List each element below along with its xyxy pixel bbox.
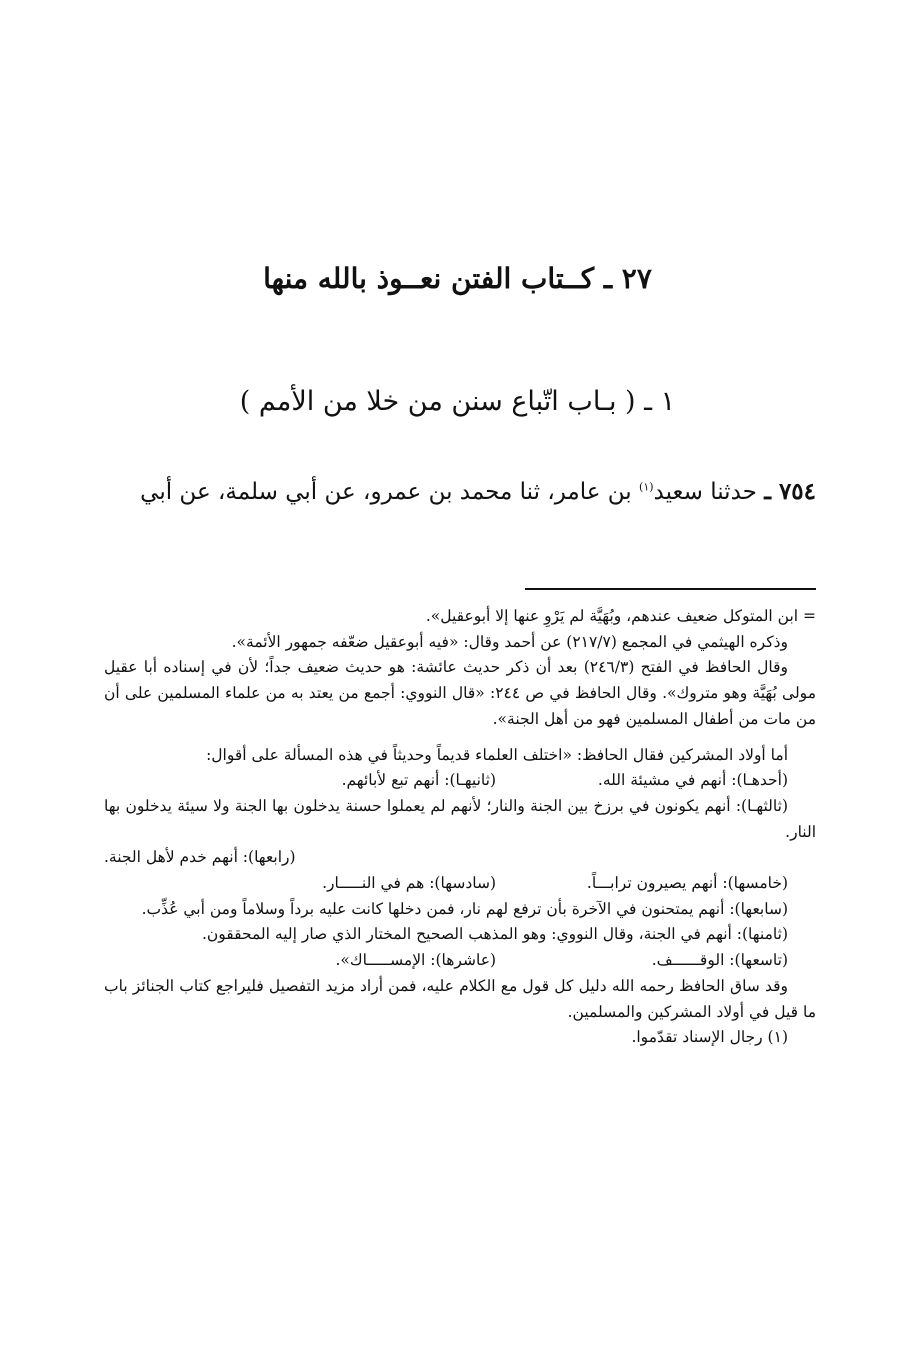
opinions-row bbox=[104, 871, 816, 897]
footnote-line: = ابن المتوكل ضعيف عندهم، وبُهَيَّة لم يَرْوِ عنها إلا أبوعقيل». bbox=[425, 607, 816, 625]
footnotes bbox=[104, 604, 816, 1051]
opinion-5: (خامسها): أنهم يصيرون ترابـــاً. bbox=[586, 874, 788, 893]
footnote-line: أما أولاد المشركين فقال الحافظ: «اختلف العلماء قديماً وحديثاً في هذه المسألة على أقوال: bbox=[206, 745, 788, 764]
footnote-divider bbox=[525, 588, 816, 590]
footnote-line: وقال الحافظ في الفتح (٢٤٦/٣) بعد أن ذكر حديث عائشة: هو حديث ضعيف جداً؛ لأن في إسناده أبا عقيل مولى بُهَيَّة وهو متروك». وقال الحافظ في ص ٢٤٤: «قال النووي: أجمع من يعتد به من علماء المسلمين على أن من مات من أطفال المسلمين فهو من أهل الجنة». bbox=[104, 658, 816, 728]
chapter-title: ٢٧ ـ كــتاب الفتن نعــوذ بالله منها bbox=[263, 262, 652, 295]
footnote-ref: (١) bbox=[639, 480, 654, 494]
hadith-text bbox=[104, 478, 816, 505]
footnote-line: وقد ساق الحافظ رحمه الله دليل كل قول مع الكلام عليه، فمن أراد مزيد التفصيل فليراجع كتاب الجنائز باب ما قيل في أولاد المشركين والمسلمين. bbox=[104, 976, 816, 1021]
hadith-number: ٧٥٤ ـ bbox=[764, 478, 816, 505]
opinions-row bbox=[104, 948, 816, 974]
opinion-7: (سابعها): أنهم يمتحنون في الآخرة بأن ترفع لهم نار، فمن دخلها كانت عليه برداً وسلاماً ومن أبي عُذِّب. bbox=[141, 899, 788, 918]
opinion-10: (عاشرها): الإمســـــاك». bbox=[335, 951, 496, 970]
section-title: ١ ـ ( بـاب اتّباع سنن من خلا من الأمم ) bbox=[239, 386, 676, 417]
opinion-8: (ثامنها): أنهم في الجنة، وقال النووي: وهو المذهب الصحيح المختار الذي صار إليه المحققون. bbox=[201, 925, 788, 944]
opinion-4: (رابعها): أنهم خدم لأهل الجنة. bbox=[104, 848, 296, 867]
opinions-row bbox=[104, 768, 816, 794]
opinion-1: (أحدهـا): أنهم في مشيئة الله. bbox=[597, 771, 788, 790]
opinion-2: (ثانيهـا): أنهم تبع لأبائهم. bbox=[341, 771, 496, 790]
footnote-1: (١) رجال الإسناد تقدّموا. bbox=[631, 1028, 788, 1047]
opinion-6: (سادسها): هم في النـــــار. bbox=[322, 874, 496, 893]
footnote-line: وذكره الهيثمي في المجمع (٢١٧/٧) عن أحمد وقال: «فيه أبوعقيل ضعّفه جمهور الأئمة». bbox=[231, 632, 788, 651]
hadith-text-start: حدثنا سعيد bbox=[653, 479, 765, 505]
hadith-text-end: بن عامر، ثنا محمد بن عمرو، عن أبي سلمة، عن أبي bbox=[140, 479, 640, 505]
opinion-9: (تاسعها): الوقــــــف. bbox=[651, 951, 788, 970]
opinion-3: (ثالثهـا): أنهم يكونون في برزخ بين الجنة والنار؛ لأنهم لم يعملوا حسنة يدخلون بها الجنة ولا سيئة يدخلون بها النار. bbox=[104, 796, 816, 841]
